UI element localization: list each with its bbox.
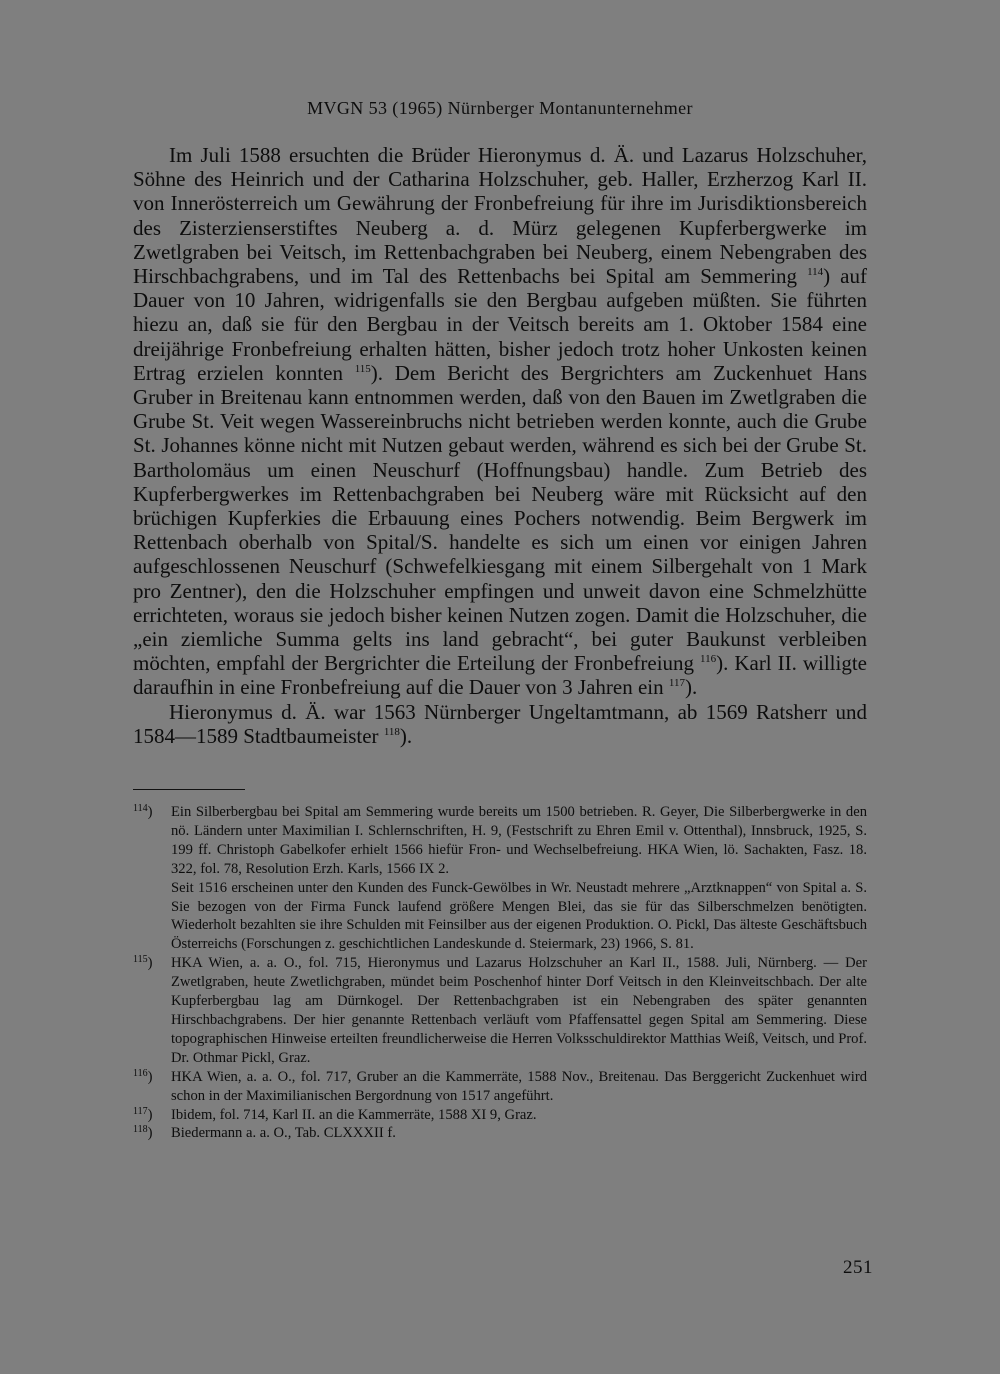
body-text-run: ). Dem Bericht des Bergrichters am Zuckenhuet Hans Gruber in Breitenau kann entnommen werden, daß von den Bauen im Zwetlgraben die Grube St. Veit wegen Wassereinbruchs nicht betrieben werden konnte, auch die Grube St. Johannes könne nicht mit Nutzen gebaut werden, während es sich bei der Grube St. Bartholomäus um einen Neuschurf (Hoffnungsbau) handle. Zum Betrieb des Kupferbergwerkes im Rettenbachgraben bei Neuberg wäre mit Rücksicht auf den brüchigen Kupferkies die Erbauung eines Pochers notwendig. Beim Bergwerk im Rettenbach oberhalb von Spital/S. handelte es sich um einen vor einigen Jahren aufgeschlossenen Neuschurf (Schwefelkiesgang mit einem Silbergehalt von 1 Mark pro Zentner), den die Holzschuher empfingen und unweit davon eine Schmelzhütte errichteten, woraus sie jedoch bisher keinen Nutzen zogen. Damit die Holzschuher, die „ein ziemliche Summa gelts ins land gebracht“, bei guter Baukunst verbleiben möchten, empfahl der Bergrichter die Erteilung der Fronbefreiung: [133, 360, 867, 676]
running-head: MVGN 53 (1965) Nürnberger Montanunternehmer: [307, 98, 693, 118]
footnote-ref-114[interactable]: 114: [807, 266, 824, 279]
body-text-run: ).: [399, 723, 413, 748]
footnote-114: [133, 803, 867, 954]
footnote-mark: $^{116}$): [133, 1067, 153, 1085]
footnote-paragraph: HKA Wien, a. a. O., fol. 717, Gruber an die Kammerräte, 1588 Nov., Breitenau. Das Berggericht Zuckenhuet wird schon in der Maximilianischen Bergordnung von 1517 angeführt.: [171, 1068, 867, 1104]
body-text-run: ). Karl II. willigte daraufhin in eine Fronbefreiung auf die Dauer von 3 Jahren ein: [133, 651, 868, 700]
footnote-117: [133, 1106, 867, 1125]
footnotes: [133, 803, 867, 1143]
body-text-run: Im Juli 1588 ersuchten die Brüder Hieronymus d. Ä. und Lazarus Holzschuher, Söhne des Heinrich und der Catharina Holzschuher, geb. Haller, Erzherzog Karl II. von Innerösterreich um Gewährung der Fronbefreiung für ihre im Jurisdiktionsbereich des Zisterzienserstiftes Neuberg a. d. Mürz gelegenen Kupferbergwerke im Zwetlgraben bei Veitsch, im Rettenbachgraben bei Neuberg, einem Nebengraben des Hirschbachgrabens, und im Tal des Rettenbachs bei Spital am Semmering: [133, 143, 867, 289]
footnote-ref-115[interactable]: 115: [354, 362, 371, 375]
page-number: 251: [843, 1257, 873, 1278]
body-paragraph-2: [133, 700, 867, 748]
body-text-run: ).: [684, 675, 698, 700]
footnote-divider: [133, 789, 245, 790]
body-text-run: ) auf Dauer von 10 Jahren, widrigenfalls sie den Bergbau aufgeben müßten. Sie führten hiezu an, daß sie für den Bergbau in der Veitsch bereits am 1. Oktober 1584 eine dreijährige Fronbefreiung erhalten hätten, bisher jedoch trotz hoher Unkosten keinen Ertrag erzielen konnten: [133, 264, 867, 385]
footnote-115: [133, 954, 867, 1067]
footnote-paragraph: Seit 1516 erscheinen unter den Kunden des Funck-Gewölbes in Wr. Neustadt mehrere „Arztknappen“ von Spital a. S. Sie bezogen von der Firma Funck laufend größere Mengen Blei, das sie für das Silberschmelzen benötigten. Wiederholt bezahlten sie ihre Schulden mit Feinsilber aus der eigenen Produktion. O. Pickl, Das älteste Geschäftsbuch Österreichs (Forschungen z. geschichtlichen Landeskunde d. Steiermark, 23) 1966, S. 81.: [171, 879, 867, 953]
footnote-ref-116[interactable]: 116: [700, 653, 717, 666]
main-text: [133, 143, 867, 748]
footnote-116: [133, 1068, 867, 1106]
footnote-paragraph: Biedermann a. a. O., Tab. CLXXXII f.: [171, 1125, 396, 1142]
footnote-mark: $^{115}$): [133, 954, 153, 972]
footnote-mark: $^{118}$): [133, 1124, 153, 1142]
footnote-paragraph: HKA Wien, a. a. O., fol. 715, Hieronymus und Lazarus Holzschuher an Karl II., 1588. Juli, Nürnberg. — Der Zwetlgraben, heute Zwetlichgraben, mündet beim Poschenhof hinter Dorf Veitsch in den Kleinveitschbach. Der alte Kupferbergbau lag am Dürnkogel. Der Rettenbachgraben ist ein Nebengraben des später genannten Hirschbachgrabens. Der hier genannte Rettenbach verläuft vom Pfaffensattel gegen Spital am Semmering. Diese topographischen Hinweise erteilten freundlicherweise die Herren Volksschuldirektor Matthias Weiß, Veitsch, und Prof. Dr. Othmar Pickl, Graz.: [171, 955, 867, 1066]
body-text-run: Hieronymus d. Ä. war 1563 Nürnberger Ungeltamtmann, ab 1569 Ratsherr und 1584—1589 Stadtbaumeister: [133, 699, 867, 748]
footnote-118: [133, 1124, 867, 1143]
footnote-ref-117[interactable]: 117: [668, 677, 685, 690]
footnote-paragraph: Ein Silberbergbau bei Spital am Semmering wurde bereits um 1500 betrieben. R. Geyer, Die Silberbergwerke in den nö. Ländern unter Maximilian I. Schlernschriften, H. 9, (Festschrift zu Ehren Emil v. Ottenthal), Innsbruck, 1925, S. 199 ff. Christoph Gabelkofer erhielt 1566 hiefür Fron- und Wechselbefreiung. HKA Wien, lö. Sachakten, Fasz. 18. 322, fol. 78, Resolution Erzh. Karls, 1566 IX 2.: [171, 804, 867, 877]
footnote-mark: $^{114}$): [133, 803, 153, 820]
footnote-paragraph: Ibidem, fol. 714, Karl II. an die Kammerräte, 1588 XI 9, Graz.: [171, 1106, 537, 1123]
footnote-mark: $^{117}$): [133, 1105, 153, 1123]
footnote-ref-118[interactable]: 118: [383, 725, 400, 738]
body-paragraph-1: [133, 143, 867, 700]
